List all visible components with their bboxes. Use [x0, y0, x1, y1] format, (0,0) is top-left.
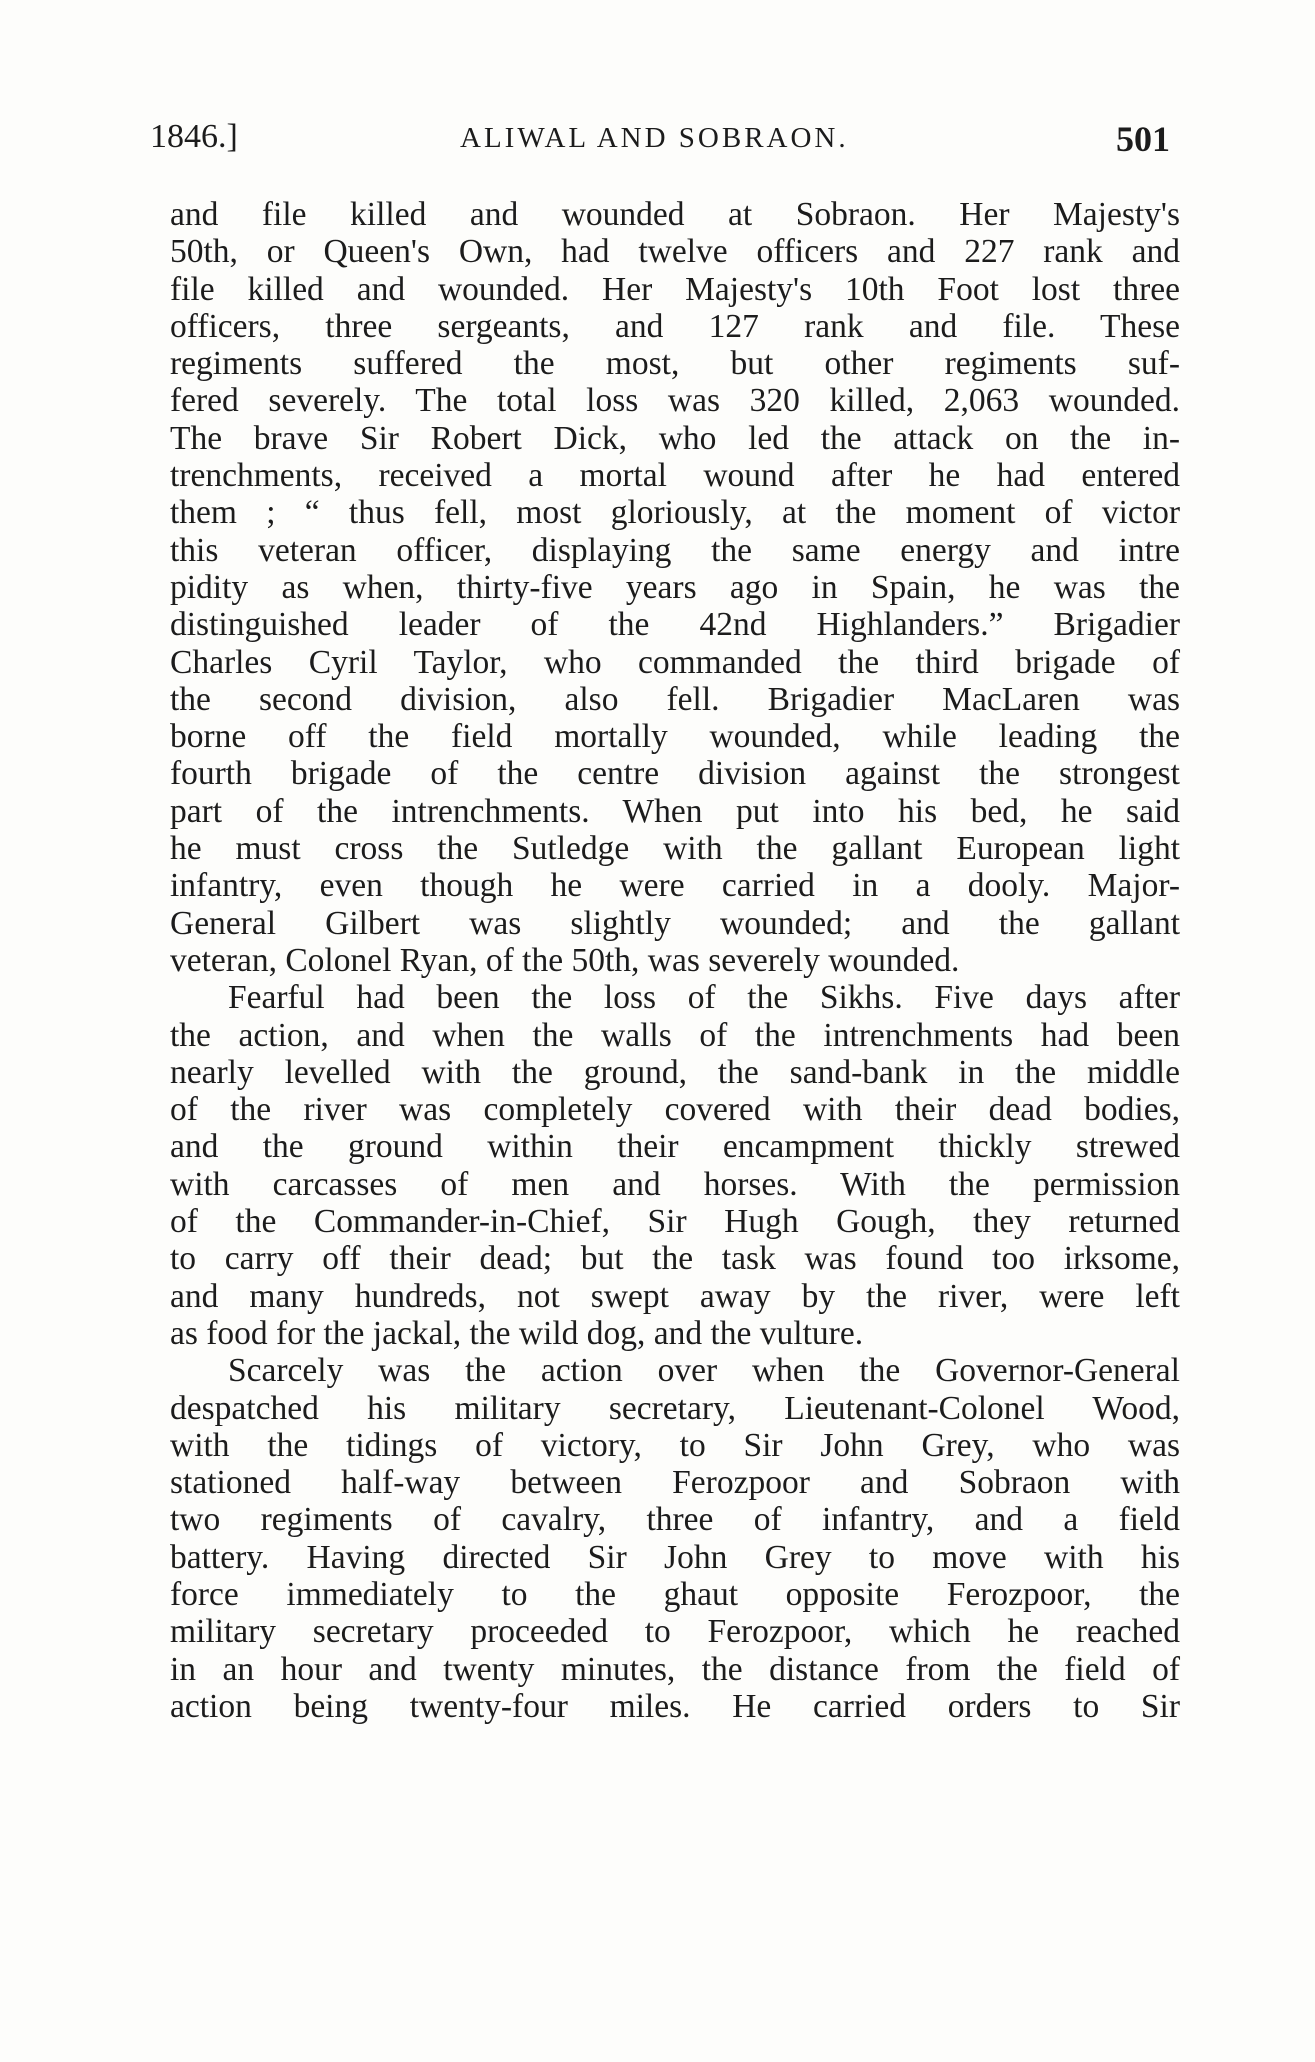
running-head-year: 1846.]	[150, 118, 238, 155]
running-head-title: ALIWAL AND SOBRAON.	[460, 122, 849, 154]
text-line: two regiments of cavalry, three of infantry, and a field	[170, 1501, 1180, 1539]
text-line: file killed and wounded. Her Majesty's 10th Foot lost three	[170, 270, 1180, 308]
text-line: despatched his military secretary, Lieutenant-Colonel Wood,	[170, 1389, 1180, 1427]
text-line: fered severely. The total loss was 320 killed, 2,063 wounded.	[170, 382, 1180, 420]
text-line: of the Commander-in-Chief, Sir Hugh Gough, they returned	[170, 1203, 1180, 1241]
text-line: with the tidings of victory, to Sir John Grey, who was	[170, 1426, 1180, 1464]
text-line: and file killed and wounded at Sobraon. Her Majesty's	[170, 196, 1180, 233]
text-line: military secretary proceeded to Ferozpoor, which he reached	[170, 1613, 1180, 1651]
text-line: of the river was completely covered with their dead bodies,	[170, 1091, 1180, 1129]
text-line: Scarcely was the action over when the Governor-General	[228, 1352, 1180, 1390]
text-line: stationed half-way between Ferozpoor and Sobraon with	[170, 1464, 1180, 1502]
text-line: Fearful had been the loss of the Sikhs. Five days after	[228, 979, 1180, 1017]
text-line: this veteran officer, displaying the same energy and intre	[170, 531, 1180, 569]
text-line: them ; “ thus fell, most gloriously, at the moment of victor	[170, 494, 1180, 532]
text-line: veteran, Colonel Ryan, of the 50th, was severely wounded.	[170, 941, 960, 979]
running-head	[150, 118, 1170, 168]
text-line: to carry off their dead; but the task was found too irksome,	[170, 1240, 1180, 1278]
text-line: General Gilbert was slightly wounded; and the gallant	[170, 904, 1180, 942]
text-line: as food for the jackal, the wild dog, and the vulture.	[170, 1314, 864, 1352]
text-line: trenchments, received a mortal wound after he had entered	[170, 457, 1180, 495]
text-line: and the ground within their encampment thickly strewed	[170, 1128, 1180, 1166]
text-line: the action, and when the walls of the intrenchments had been	[170, 1016, 1180, 1054]
page-number: 501	[1116, 119, 1170, 159]
text-line: action being twenty-four miles. He carried orders to Sir	[170, 1687, 1180, 1725]
text-line: with carcasses of men and horses. With the permission	[170, 1165, 1180, 1203]
text-line: pidity as when, thirty-five years ago in Spain, he was the	[170, 568, 1180, 606]
text-line: 50th, or Queen's Own, had twelve officers and 227 rank and	[170, 233, 1180, 271]
text-line: Charles Cyril Taylor, who commanded the third brigade of	[170, 643, 1180, 681]
text-line: regiments suffered the most, but other regiments suf-	[170, 345, 1180, 383]
text-line: The brave Sir Robert Dick, who led the attack on the in-	[170, 419, 1180, 457]
text-line: nearly levelled with the ground, the sand-bank in the middle	[170, 1053, 1180, 1091]
text-line: borne off the field mortally wounded, while leading the	[170, 718, 1180, 756]
text-line: he must cross the Sutledge with the gallant European light	[170, 830, 1180, 868]
body-text	[170, 196, 1180, 1725]
text-line: fourth brigade of the centre division against the strongest	[170, 755, 1180, 793]
text-line: force immediately to the ghaut opposite Ferozpoor, the	[170, 1575, 1180, 1613]
text-line: battery. Having directed Sir John Grey to move with his	[170, 1538, 1180, 1576]
text-line: the second division, also fell. Brigadier MacLaren was	[170, 680, 1180, 718]
text-line: distinguished leader of the 42nd Highlanders.” Brigadier	[170, 606, 1180, 644]
text-line: infantry, even though he were carried in a dooly. Major-	[170, 867, 1180, 905]
text-line: part of the intrenchments. When put into his bed, he said	[170, 792, 1180, 830]
text-line: and many hundreds, not swept away by the river, were left	[170, 1277, 1180, 1315]
text-line: officers, three sergeants, and 127 rank and file. These	[170, 307, 1180, 345]
text-line: in an hour and twenty minutes, the distance from the field of	[170, 1650, 1180, 1688]
